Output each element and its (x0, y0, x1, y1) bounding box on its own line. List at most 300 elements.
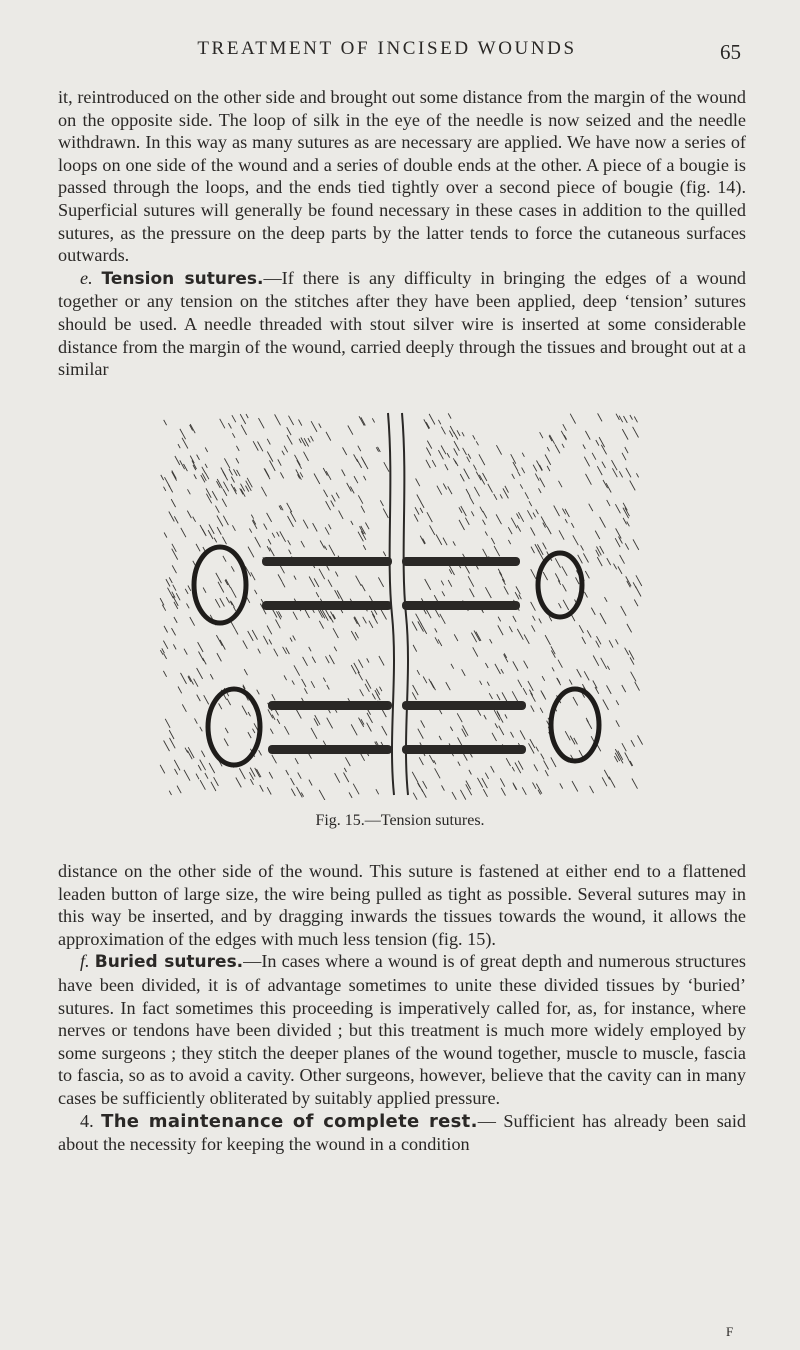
hatch-stroke (335, 590, 340, 599)
hatch-stroke (625, 447, 628, 453)
hatch-stroke (586, 474, 592, 485)
hatch-stroke (349, 792, 352, 798)
hatch-stroke (583, 445, 586, 450)
hatch-stroke (442, 591, 445, 596)
section-title-tension-sutures: Tension sutures. (101, 268, 264, 289)
hatch-stroke (297, 787, 303, 798)
hatch-stroke (447, 453, 450, 458)
hatch-stroke (261, 487, 266, 497)
hatch-stroke (264, 524, 267, 530)
wire-lower-right (402, 701, 526, 710)
hatch-stroke (320, 541, 324, 549)
page-number: 65 (720, 40, 741, 64)
hatch-stroke (429, 414, 435, 425)
hatch-stroke (559, 603, 562, 608)
hatch-stroke (616, 720, 620, 726)
hatch-stroke (528, 681, 533, 691)
hatch-stroke (426, 609, 431, 618)
hatch-stroke (562, 444, 564, 448)
hatch-stroke (576, 577, 580, 584)
hatch-stroke (170, 738, 176, 748)
hatch-stroke (598, 413, 602, 421)
hatch-stroke (282, 451, 285, 455)
hatch-stroke (224, 739, 228, 747)
hatch-stroke (248, 712, 250, 716)
hatch-stroke (545, 455, 551, 465)
hatch-stroke (190, 424, 195, 433)
hatch-stroke (267, 439, 270, 445)
hatch-stroke (295, 455, 301, 466)
hatch-stroke (367, 723, 372, 732)
hatch-stroke (615, 504, 620, 513)
hatch-stroke (489, 693, 492, 699)
hatch-stroke (634, 417, 637, 423)
hatch-stroke (344, 773, 349, 783)
hatch-stroke (294, 576, 296, 580)
hatch-stroke (547, 527, 551, 535)
hatch-stroke (412, 772, 418, 783)
hatch-stroke (329, 655, 334, 664)
hatch-stroke (248, 547, 254, 558)
hatch-stroke (365, 523, 369, 530)
hatch-stroke (206, 494, 211, 504)
hatch-stroke (335, 773, 340, 783)
hatch-stroke (488, 484, 493, 493)
hatch-stroke (449, 431, 453, 437)
hatch-stroke (275, 414, 281, 425)
hatch-stroke (501, 788, 505, 796)
hatch-stroke (417, 495, 421, 503)
hatch-stroke (359, 416, 364, 425)
hatch-stroke (577, 669, 582, 677)
hatch-stroke (462, 729, 467, 737)
hatch-stroke (499, 726, 504, 735)
hatch-stroke (196, 774, 199, 780)
hatch-stroke (502, 692, 507, 701)
hatch-stroke (571, 523, 574, 528)
hatch-stroke (483, 789, 487, 797)
hatch-stroke (603, 700, 609, 710)
hatch-stroke (160, 598, 164, 605)
hatch-stroke (593, 656, 599, 666)
hatch-stroke (226, 597, 229, 603)
hatch-stroke (169, 577, 172, 583)
hatch-stroke (196, 544, 200, 551)
hatch-stroke (596, 641, 600, 648)
hatch-stroke (278, 459, 281, 465)
hatch-stroke (169, 730, 174, 739)
hatch-stroke (311, 681, 315, 688)
hatch-stroke (293, 636, 296, 641)
hatch-stroke (483, 511, 487, 518)
hatch-stroke (418, 783, 423, 792)
hatch-stroke (560, 783, 563, 788)
hatch-stroke (545, 770, 548, 776)
hatch-stroke (524, 661, 528, 669)
hatch-stroke (220, 419, 225, 429)
hatch-stroke (173, 644, 176, 649)
hatch-stroke (427, 512, 432, 522)
hatch-stroke (536, 509, 539, 514)
hatch-stroke (592, 453, 596, 460)
hatch-stroke (584, 592, 587, 598)
hatch-stroke (638, 735, 643, 744)
hatch-stroke (492, 733, 497, 741)
hatch-stroke (425, 579, 431, 590)
hatch-stroke (533, 513, 536, 518)
hatch-stroke (565, 519, 567, 523)
hatch-stroke (520, 484, 523, 488)
hatch-stroke (501, 669, 504, 673)
hatch-stroke (627, 522, 630, 527)
hatch-stroke (416, 479, 420, 487)
hatch-stroke (412, 622, 417, 631)
hatch-stroke (212, 491, 217, 500)
hatch-stroke (232, 415, 236, 422)
hatch-stroke (379, 656, 384, 666)
hatch-stroke (371, 611, 375, 618)
hatch-stroke (454, 448, 458, 455)
hatch-stroke (531, 693, 536, 702)
hatch-stroke (367, 658, 369, 662)
hatch-stroke (480, 507, 483, 512)
signature-mark: F (726, 1324, 734, 1339)
hatch-stroke (461, 506, 467, 516)
hatch-stroke (287, 435, 292, 445)
hatch-stroke (569, 680, 572, 685)
hatch-stroke (187, 751, 192, 760)
figure-caption: Fig. 15.—Tension sutures. (315, 812, 485, 829)
hatch-stroke (263, 636, 268, 645)
hatch-stroke (292, 681, 294, 685)
hatch-stroke (163, 671, 166, 677)
hatch-stroke (206, 488, 211, 497)
hatch-stroke (178, 444, 180, 448)
hatch-stroke (309, 577, 315, 587)
hatch-stroke (378, 577, 383, 587)
hatch-stroke (462, 432, 464, 436)
hatch-stroke (202, 473, 206, 481)
hatch-stroke (578, 555, 583, 564)
hatch-stroke (584, 671, 589, 680)
hatch-stroke (581, 545, 584, 550)
hatch-stroke (573, 535, 579, 545)
hatch-stroke (300, 472, 303, 477)
hatch-stroke (448, 413, 451, 418)
hatch-stroke (163, 641, 168, 649)
hatch-stroke (606, 483, 611, 492)
hatch-stroke (539, 619, 542, 624)
hatch-stroke (513, 616, 516, 622)
hatch-stroke (185, 589, 188, 594)
hatch-stroke (627, 624, 632, 633)
hatch-stroke (194, 474, 197, 479)
hatch-stroke (462, 669, 466, 676)
hatch-stroke (555, 558, 560, 568)
hatch-stroke (491, 538, 494, 544)
hatch-stroke (363, 545, 366, 550)
hatch-stroke (278, 574, 282, 582)
hatch-stroke (499, 572, 504, 582)
hatch-stroke (587, 630, 591, 637)
hatch-stroke (231, 587, 237, 598)
hatch-stroke (305, 609, 310, 618)
hatch-stroke (382, 726, 387, 735)
hatch-stroke (473, 435, 475, 439)
hatch-stroke (255, 768, 260, 777)
hatch-stroke (319, 424, 321, 428)
hatch-stroke (513, 783, 517, 790)
hatch-stroke (219, 703, 222, 709)
hatch-stroke (579, 625, 583, 633)
hatch-stroke (469, 770, 472, 775)
hatch-stroke (164, 653, 167, 659)
hatch-stroke (454, 432, 458, 439)
hatch-stroke (160, 765, 165, 774)
hatch-stroke (277, 532, 280, 537)
hatch-stroke (211, 782, 216, 791)
hatch-stroke (509, 626, 512, 632)
hatch-stroke (329, 545, 335, 556)
hatch-stroke (435, 768, 441, 778)
hatch-stroke (301, 438, 306, 447)
hatch-stroke (436, 610, 440, 617)
hatch-stroke (202, 467, 206, 474)
hatch-stroke (304, 688, 307, 693)
hatch-stroke (208, 530, 213, 539)
wire-lower-left (268, 701, 392, 710)
hatch-stroke (325, 527, 329, 534)
hatch-stroke (190, 617, 195, 626)
hatch-stroke (243, 641, 248, 649)
hatch-stroke (625, 543, 629, 549)
upper-text-block (58, 86, 746, 381)
hatch-stroke (361, 506, 365, 513)
section-text-buried-sutures: —In cases where a wound is of great depth and numerous structures have been divided, it is of advantage sometimes to unite these divided tissues by ‘buried’ sutures. In fact sometimes this proceeding is imperatively called for, as, for instance, where nerves or tendons have been divided ; but this treatment is much more widely employed by some surgeons ; they stitch the deeper planes of the wound together, muscle to muscle, fascia to fascia, so as to avoid a cavity. Other surgeons, however, believe that the cavity can in many cases be sufficiently obliterated by suitably applied pressure. (58, 951, 746, 1108)
hatch-stroke (522, 787, 526, 795)
hatch-stroke (272, 533, 275, 538)
hatch-stroke (559, 481, 563, 487)
hatch-stroke (582, 637, 586, 644)
hatch-stroke (299, 420, 302, 426)
hatch-stroke (253, 729, 255, 733)
hatch-stroke (231, 477, 234, 483)
hatch-stroke (214, 538, 217, 543)
hatch-stroke (270, 548, 275, 557)
hatch-stroke (241, 425, 247, 435)
hatch-stroke (284, 446, 288, 453)
hatch-stroke (288, 540, 291, 545)
hatch-stroke (583, 553, 588, 562)
hatch-stroke (518, 512, 523, 522)
hatch-stroke (584, 457, 589, 467)
hatch-stroke (468, 454, 471, 459)
hatch-stroke (515, 592, 519, 599)
hatch-stroke (203, 588, 206, 593)
hatch-stroke (297, 710, 302, 719)
hatch-stroke (332, 495, 336, 502)
hatch-stroke (533, 616, 536, 621)
hatch-stroke (240, 414, 246, 424)
hatch-stroke (231, 566, 234, 571)
hatch-stroke (531, 706, 534, 712)
hatch-stroke (358, 660, 363, 668)
hatch-stroke (440, 614, 446, 624)
hatch-stroke (297, 460, 302, 469)
hatch-stroke (616, 414, 619, 420)
hatch-stroke (445, 464, 448, 470)
hatch-stroke (631, 672, 636, 682)
hatch-stroke (453, 541, 455, 545)
hatch-stroke (343, 447, 347, 455)
hatch-stroke (434, 760, 436, 764)
hatch-stroke (327, 718, 333, 729)
hatch-stroke (249, 529, 251, 533)
hatch-stroke (537, 461, 543, 471)
hatch-stroke (633, 427, 639, 438)
hatch-stroke (458, 762, 460, 766)
hatch-stroke (220, 598, 225, 606)
hatch-stroke (298, 773, 302, 779)
hatch-stroke (450, 727, 452, 731)
hatch-stroke (596, 440, 599, 446)
hatch-stroke (459, 520, 465, 530)
hatch-stroke (635, 682, 640, 691)
hatch-stroke (197, 695, 201, 702)
hatch-stroke (328, 580, 332, 587)
hatch-stroke (185, 748, 188, 753)
hatch-stroke (516, 586, 520, 594)
hatch-stroke (205, 473, 209, 479)
hatch-stroke (311, 436, 314, 441)
hatch-stroke (326, 501, 331, 510)
hatch-stroke (257, 690, 260, 695)
hatch-stroke (622, 743, 626, 751)
hatch-stroke (246, 414, 248, 418)
hatch-stroke (223, 516, 228, 525)
hatch-stroke (485, 532, 487, 536)
hatch-stroke (508, 540, 510, 544)
hatch-stroke (203, 658, 207, 664)
hatch-stroke (418, 729, 424, 739)
hatch-stroke (441, 446, 446, 455)
hatch-stroke (417, 670, 420, 675)
hatch-stroke (465, 518, 469, 525)
hatch-stroke (235, 629, 238, 634)
hatch-stroke (483, 549, 488, 558)
hatch-stroke (354, 476, 358, 483)
hatch-stroke (427, 441, 432, 449)
hatch-stroke (172, 472, 177, 481)
hatch-stroke (351, 724, 357, 735)
hatch-stroke (327, 685, 330, 690)
hatch-stroke (205, 464, 207, 468)
hatch-stroke (520, 730, 525, 739)
hatch-stroke (495, 723, 498, 728)
hatch-stroke (248, 631, 254, 641)
hatch-stroke (302, 679, 306, 687)
hatch-stroke (460, 790, 465, 800)
hatch-stroke (355, 632, 358, 638)
hatch-stroke (443, 484, 446, 490)
hatch-stroke (382, 710, 386, 717)
hatch-stroke (626, 468, 631, 477)
hatch-stroke (290, 512, 296, 522)
hatch-stroke (477, 778, 482, 788)
hatch-stroke (252, 630, 257, 640)
hatch-stroke (358, 446, 361, 452)
hatch-stroke (607, 500, 610, 506)
hatch-stroke (435, 637, 439, 643)
hatch-stroke (591, 608, 595, 615)
hatch-stroke (517, 514, 520, 519)
hatch-stroke (497, 694, 500, 700)
hatch-stroke (329, 524, 332, 529)
hatch-stroke (607, 666, 609, 670)
hatch-stroke (565, 509, 569, 517)
running-head: TREATMENT OF INCISED WOUNDS (197, 38, 577, 59)
hatch-stroke (164, 533, 167, 538)
hatch-stroke (209, 763, 215, 773)
hatch-stroke (632, 779, 638, 789)
hatch-stroke (536, 747, 539, 752)
hatch-stroke (361, 457, 365, 465)
hatch-stroke (468, 576, 474, 587)
hatch-stroke (223, 556, 226, 562)
hatch-stroke (535, 474, 539, 481)
hatch-stroke (336, 493, 339, 499)
hatch-stroke (161, 475, 164, 480)
hatch-stroke (223, 489, 227, 496)
hatch-stroke (177, 786, 181, 794)
hatch-stroke (466, 781, 471, 790)
hatch-stroke (633, 539, 639, 550)
lower-text-block (58, 860, 746, 1156)
hatch-stroke (367, 713, 373, 723)
hatch-stroke (169, 512, 175, 522)
hatch-stroke (319, 569, 325, 579)
hatch-stroke (585, 431, 590, 440)
hatch-stroke (430, 525, 435, 535)
hatch-stroke (188, 489, 191, 494)
hatch-stroke (625, 753, 628, 759)
hatch-stroke (247, 478, 252, 488)
hatch-stroke (543, 543, 547, 550)
wire-upper-left-2 (262, 601, 392, 610)
hatch-stroke (413, 645, 417, 652)
hatch-stroke (290, 638, 292, 642)
hatch-stroke (586, 718, 588, 722)
hatch-stroke (562, 566, 567, 576)
hatch-stroke (362, 584, 366, 591)
hatch-stroke (432, 460, 436, 467)
hatch-stroke (164, 487, 166, 491)
hatch-stroke (289, 550, 292, 555)
hatch-stroke (618, 566, 622, 574)
hatch-stroke (625, 648, 629, 655)
hatch-stroke (539, 488, 542, 493)
hatch-stroke (558, 660, 562, 668)
hatch-stroke (441, 427, 445, 435)
hatch-stroke (217, 653, 222, 661)
hatch-stroke (231, 622, 235, 630)
figure-tension-sutures-illustration (150, 405, 650, 800)
hatch-stroke (540, 478, 545, 488)
hatch-stroke (189, 676, 194, 685)
hatch-stroke (164, 741, 170, 752)
hatch-stroke (267, 513, 272, 522)
hatch-stroke (504, 586, 509, 594)
